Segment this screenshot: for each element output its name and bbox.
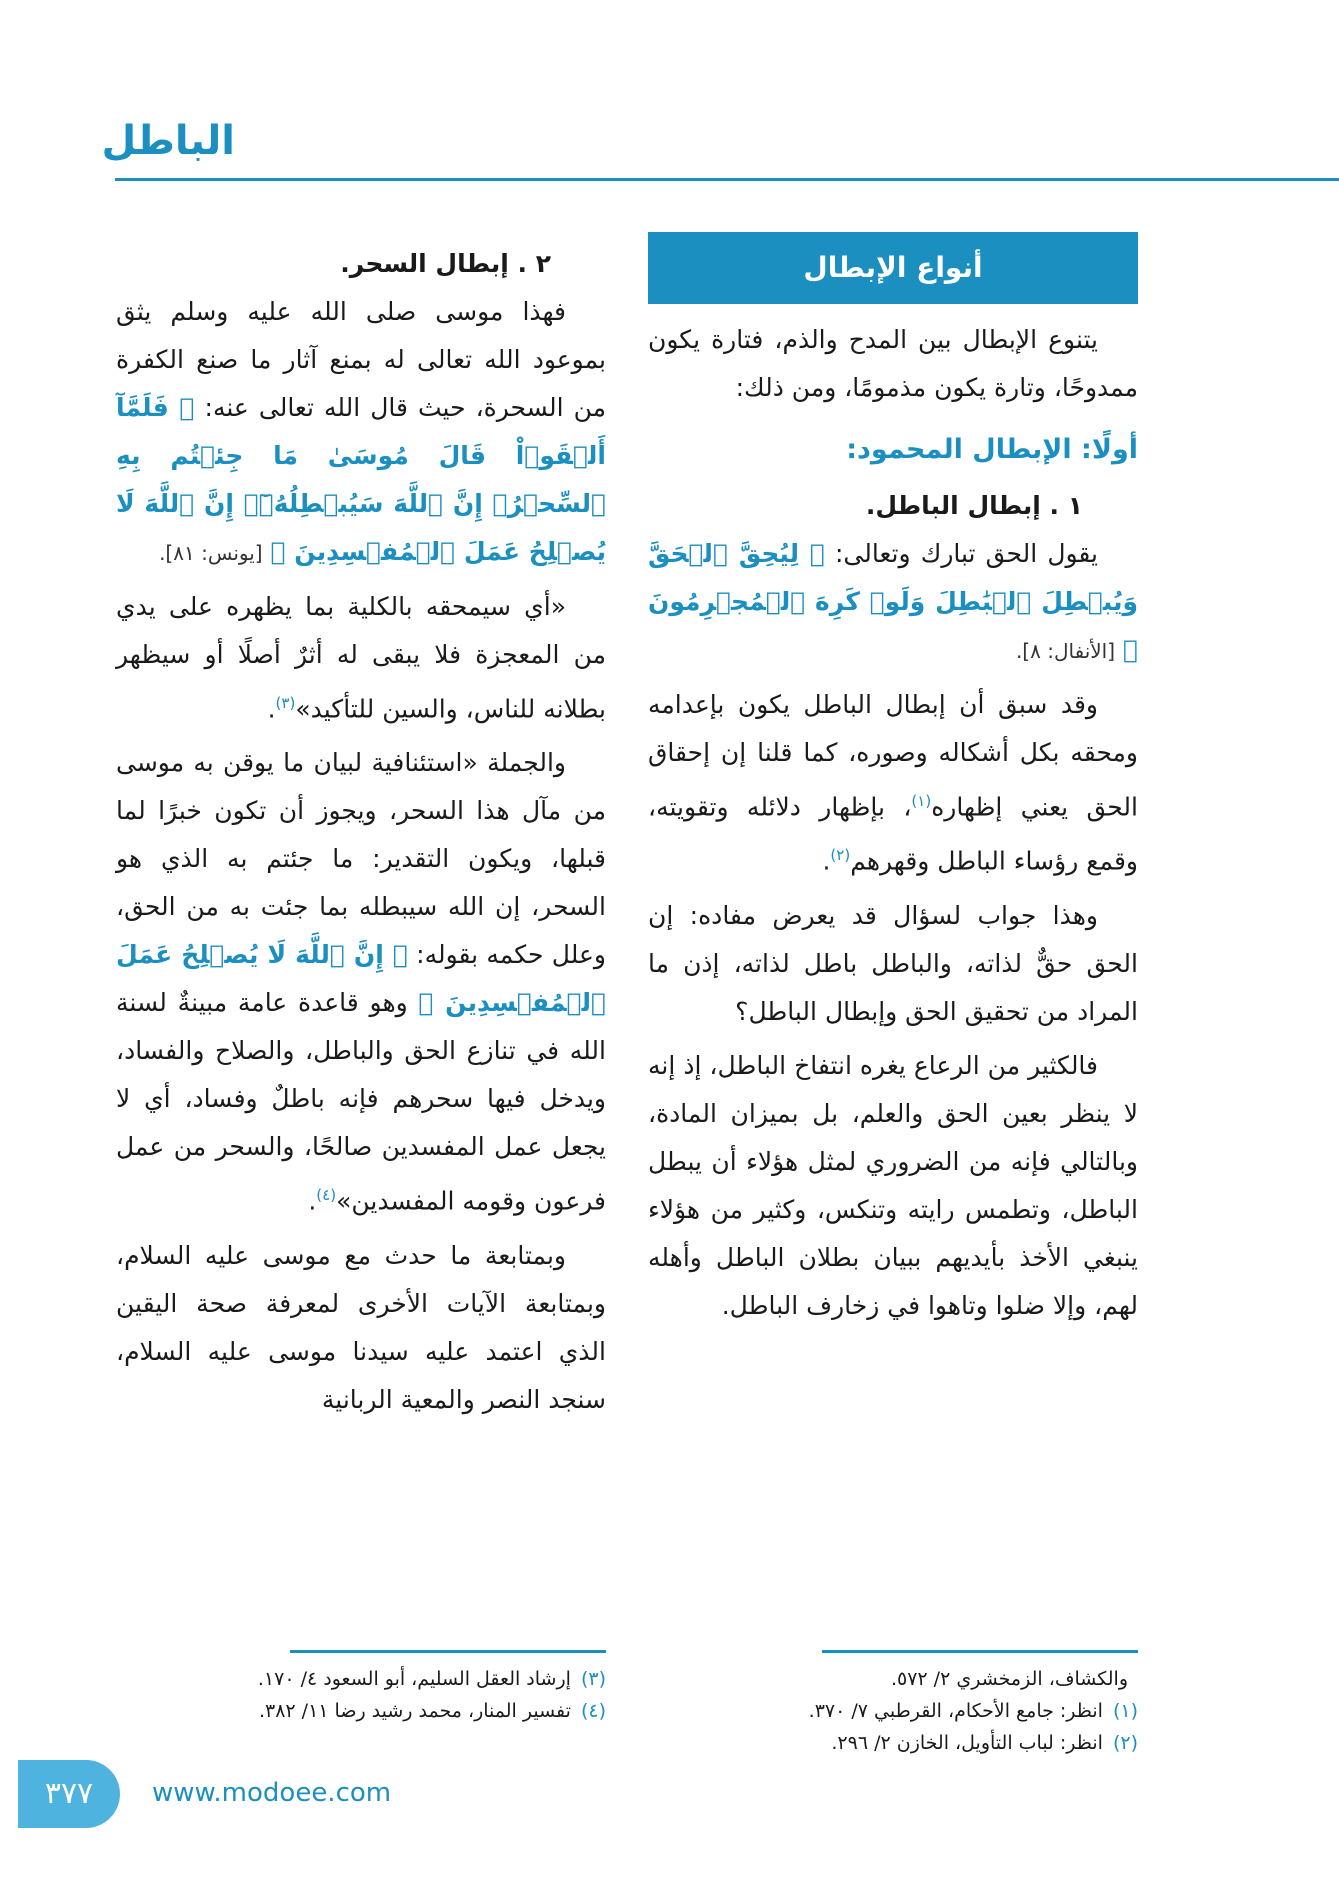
footnote-item: (٣)إرشاد العقل السليم، أبو السعود ٤/ ١٧٠. [257,1668,606,1690]
page-title: الباطل [101,118,235,164]
verse-reference: [الأنفال: ٨]. [1015,639,1116,663]
verse-reference: [يونس: ٨١]. [159,541,263,565]
footnote-item: (٢)انظر: لباب التأويل، الخازن ٢/ ٢٩٦. [831,1732,1138,1754]
paragraph-verse-2 [116,288,606,577]
footnote-marker: (٤) [316,1186,337,1205]
paragraph-text: فهذا موسى صلى الله عليه وسلم يثق بموعود الله تعالى له بمنع آثار ما صنع الكفرة من السحرة، حيث قال الله تعالى عنه: [116,297,606,422]
paragraph-text: والجملة «استئنافية لبيان ما يوقن به موسى من مآل هذا السحر، ويجوز أن تكون خبرًا لما قبلها، ويكون التقدير: ما جئتم به الذي هو السحر، إن الله سيبطله بما جئت به من الحق، وعلل حكمه بقوله: [116,748,606,970]
paragraph-4: فالكثير من الرعاع يغره انتفاخ الباطل، إذ إنه لا ينظر بعين الحق والعلم، بل بميزان المادة، وبالتالي فإنه من الضروري لمثل هؤلاء أن يبطل الباطل، وتطمس رايته وتنكس، وكثير من هؤلاء ينبغي الأخذ بأيديهم ببيان بطلان الباطل وأهله لهم، وإلا ضلوا وتاهوا في زخارف الباطل. [648,1050,1138,1320]
page-number-badge: ٣٧٧ [18,1760,120,1828]
paragraph-text: . [267,694,276,724]
footnote-rule [822,1650,1138,1653]
footnote-marker: (١) [911,792,932,810]
paragraph-final: وبمتابعة ما حدث مع موسى عليه السلام، وبمتابعة الآيات الأخرى لمعرفة صحة اليقين الذي اعتمد عليه سيدنا موسى عليه السلام، سنجد النصر والمعية الربانية [116,1240,606,1414]
footnote-rule [290,1650,606,1653]
item-2-title: ٢ . إبطال السحر. [340,249,551,278]
paragraph-text: . [308,1186,317,1216]
left-column [116,232,606,1430]
paragraph-text: . [822,846,831,876]
paragraph-text: وهو قاعدة عامة مبينةٌ لسنة الله في تنازع الحق والباطل، والصلاح والفساد، ويدخل فيها سحرهم فإنه باطلٌ وفساد، أي لا يجعل عمل المفسدين صالحًا، والسحر من عمل فرعون وقومه المفسدين» [116,988,606,1216]
item-1-title: ١ . إبطال الباطل. [865,491,1083,520]
paragraph-3: وهذا جواب لسؤال قد يعرض مفاده: إن الحق حقٌّ لذاته، والباطل باطل لذاته، إذن ما المراد من تحقيق الحق وإبطال الباطل؟ [648,900,1138,1026]
paragraph-text: «أي سيمحقه بالكلية بما يظهره على يدي من المعجزة فلا يبقى له أثرٌ أصلًا أو سيظهر بطلانه للناس، والسين للتأكيد» [116,592,606,724]
paragraph-text: يقول الحق تبارك وتعالى: [835,539,1098,568]
quran-verse: ﴿ لِيُحِقَّ ٱلۡحَقَّ وَيُبۡطِلَ ٱلۡبَٰطِلَ وَلَوۡ كَرِهَ ٱلۡمُجۡرِمُونَ ﴾ [648,539,1138,664]
section-banner: أنواع الإبطال [648,232,1138,304]
header-rule [115,178,1339,181]
subheading-praised: أولًا: الإبطال المحمود: [846,434,1138,465]
paragraph-2 [648,681,1138,886]
paragraph-verse-1 [648,530,1138,675]
footnotes-left [116,1650,606,1727]
paragraph-quote-2 [116,739,606,1225]
paragraph-text: وقد سبق أن إبطال الباطل يكون بإعدامه ومحقه بكل أشكاله وصوره، كما قلنا إن إحقاق الحق يعني إظهاره [648,690,1138,822]
footnotes-right [648,1650,1138,1759]
quran-verse: ﴿ فَلَمَّآ أَلۡقَوۡاْ قَالَ مُوسَىٰ مَا جِئۡتُم بِهِ ٱلسِّحۡرُۖ إِنَّ ٱللَّهَ سَيُبۡطِلُهُۥٓۖ إِنَّ ٱللَّهَ لَا يُصۡلِحُ عَمَلَ ٱلۡمُفۡسِدِينَ ﴾ [116,393,606,566]
paragraph-quote-1 [116,583,606,733]
paragraph-text: ، بإظهار دلائله وتقويته، وقمع رؤساء الباطل وقهرهم [648,792,1138,876]
quran-verse: ﴿ إِنَّ ٱللَّهَ لَا يُصۡلِحُ عَمَلَ ٱلۡمُفۡسِدِينَ ﴾ [116,940,606,1018]
footnote-item: (١)انظر: جامع الأحكام، القرطبي ٧/ ٣٧٠. [808,1700,1138,1722]
website-link[interactable]: www.modoee.com [152,1778,392,1808]
footnote-marker: (٣) [275,694,296,712]
right-column [648,232,1138,1336]
footnote-item: (٤)تفسير المنار، محمد رشيد رضا ١١/ ٣٨٢. [258,1700,606,1722]
intro-paragraph: يتنوع الإبطال بين المدح والذم، فتارة يكون ممدوحًا، وتارة يكون مذمومًا، ومن ذلك: [648,325,1138,402]
footnote-item: والكشاف، الزمخشري ٢/ ٥٧٢. [890,1668,1128,1690]
footnote-marker: (٢) [830,846,851,865]
